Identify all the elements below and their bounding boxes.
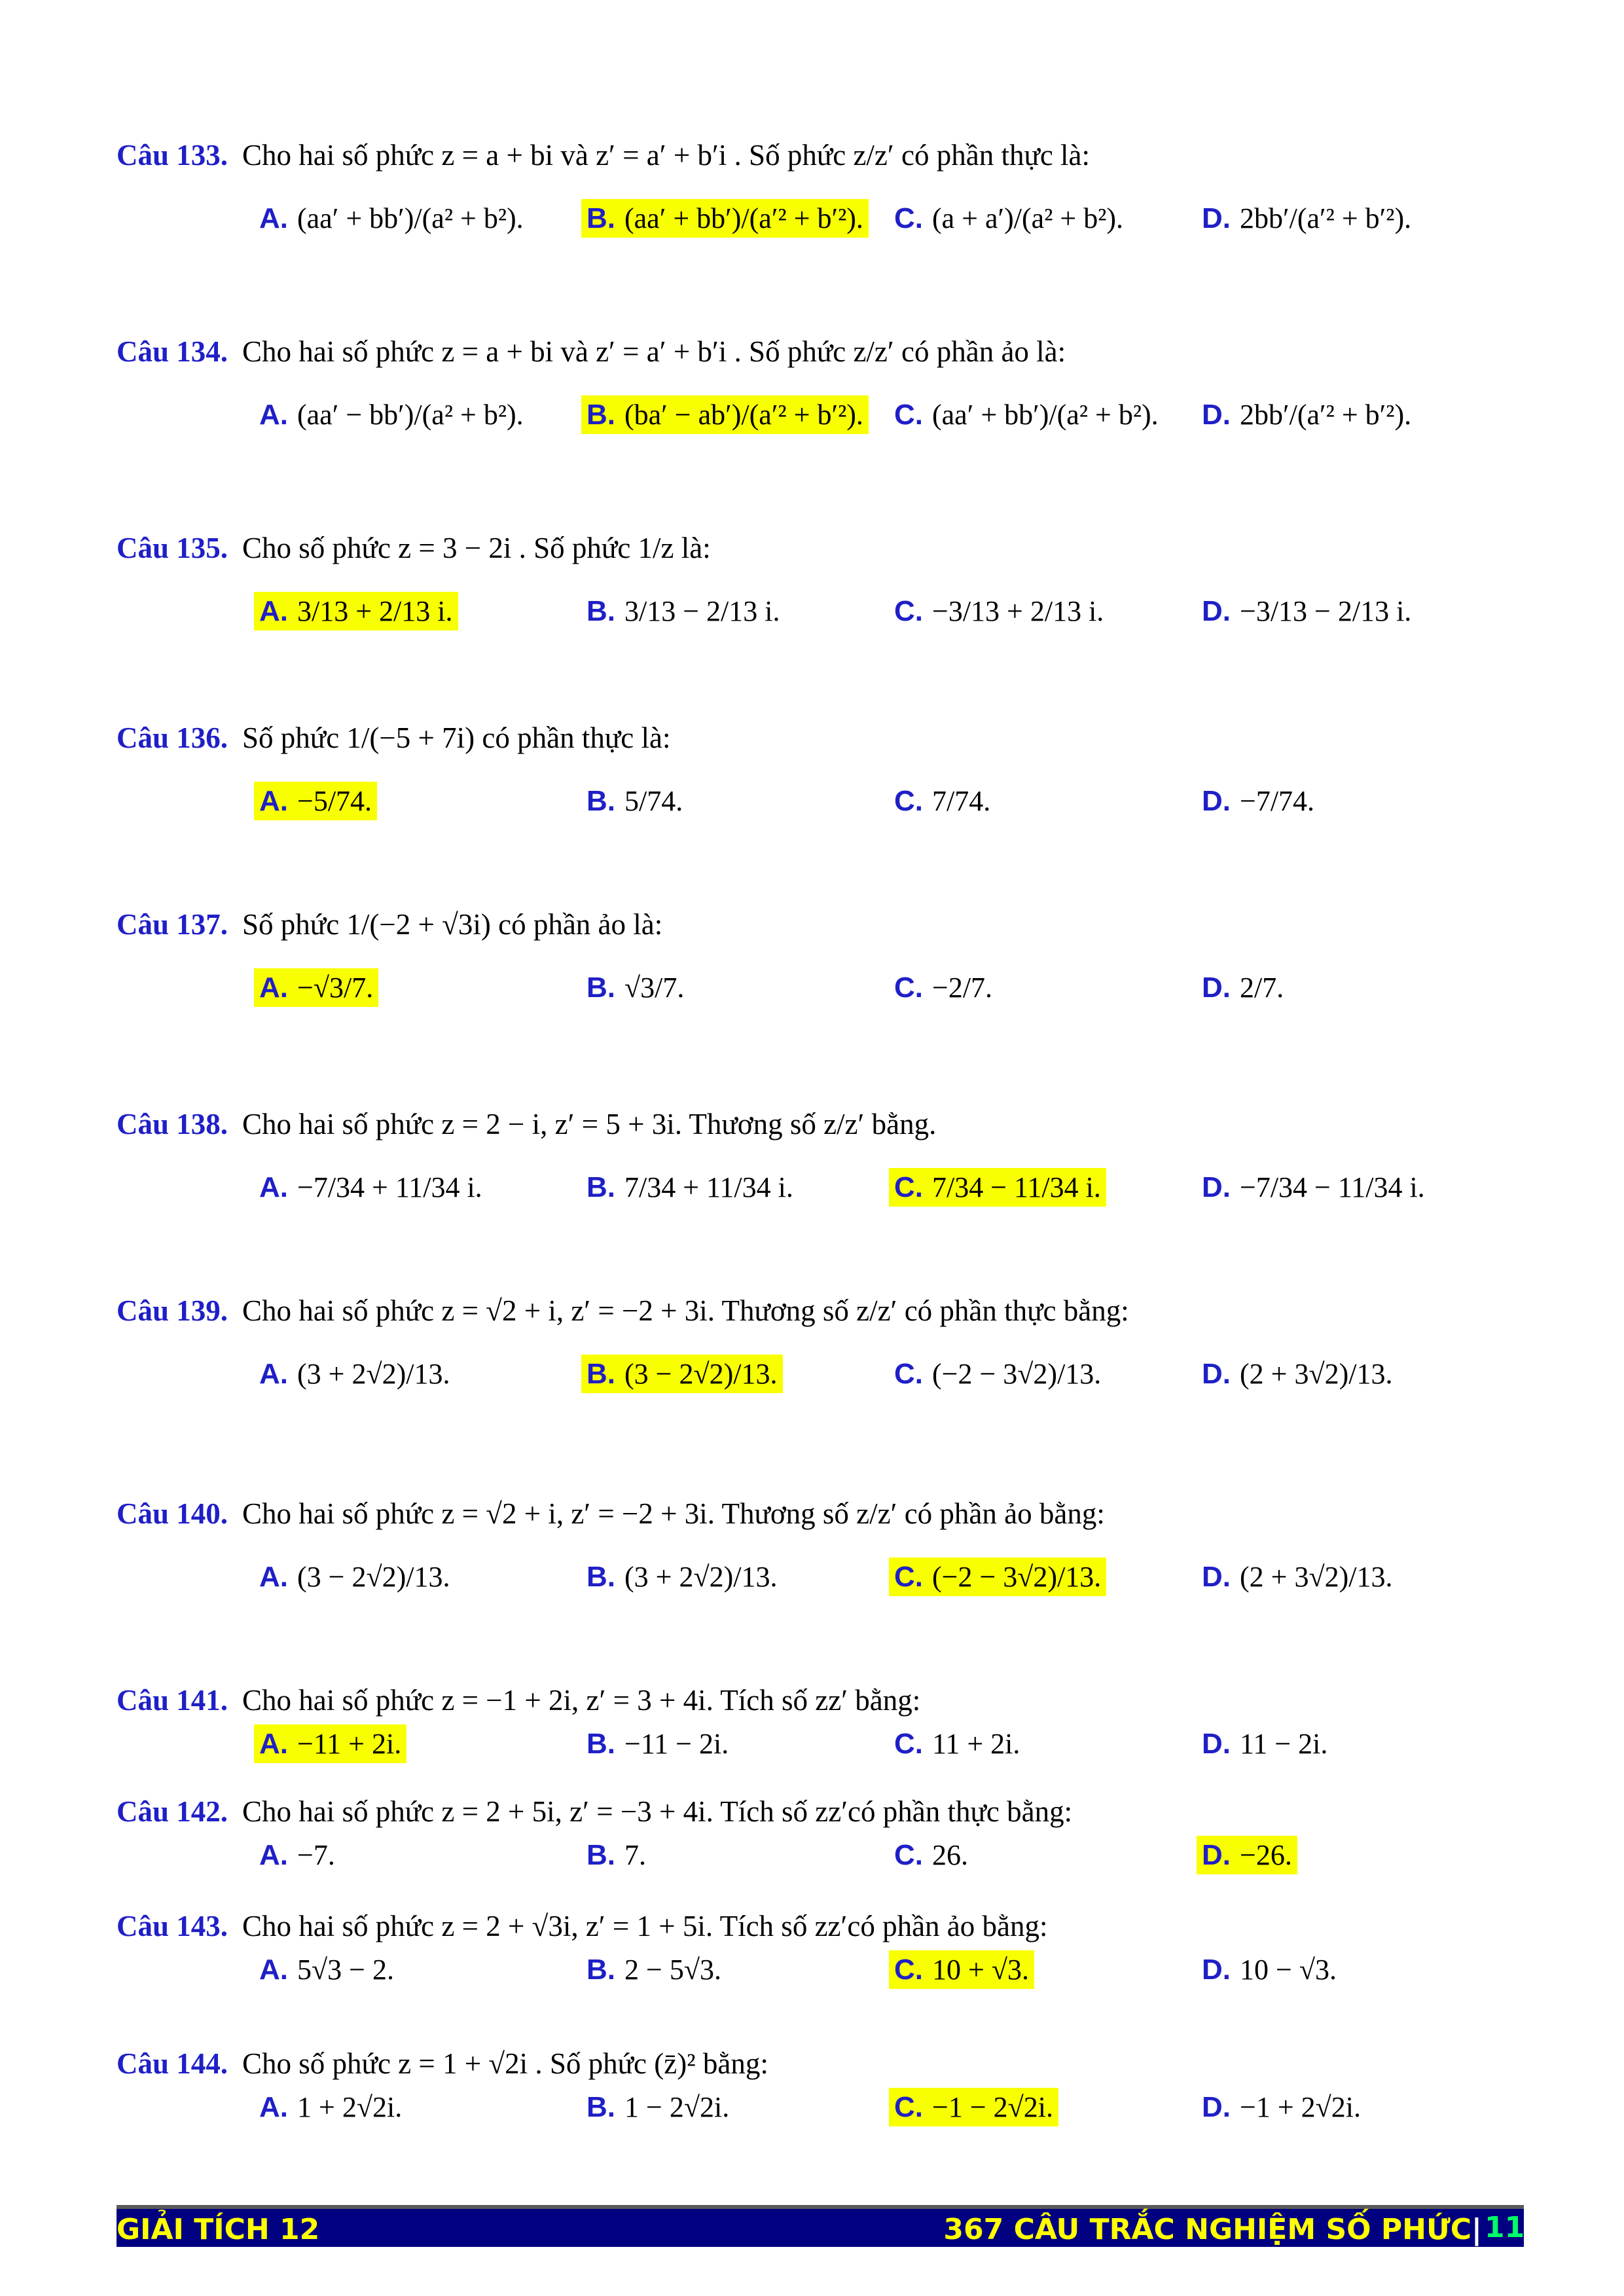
- option-text: 2 − 5√3.: [624, 1954, 721, 1986]
- option-label: C.: [894, 2090, 923, 2123]
- answer-row: [117, 572, 1524, 670]
- option-text: (ba′ − ab′)/(a′² + b′²).: [624, 399, 863, 431]
- answer-option-b[interactable]: [581, 592, 785, 630]
- option-label: C.: [894, 398, 923, 431]
- question-137: [117, 900, 1524, 1047]
- answer-option-a[interactable]: [254, 1168, 488, 1207]
- answer-option-d[interactable]: [1197, 1724, 1333, 1763]
- answer-option-c[interactable]: [889, 1168, 1106, 1207]
- option-text: 11 + 2i.: [932, 1728, 1020, 1760]
- option-label: C.: [894, 971, 923, 1004]
- option-text: (−2 − 3√2)/13.: [932, 1561, 1102, 1593]
- answer-option-b[interactable]: [581, 968, 689, 1007]
- answer-option-b[interactable]: [581, 199, 869, 238]
- option-label: C.: [894, 1953, 923, 1986]
- answer-row: [117, 1335, 1524, 1433]
- question-number: Câu 138.: [117, 1108, 228, 1140]
- option-text: 7/74.: [932, 785, 991, 817]
- option-text: (−2 − 3√2)/13.: [932, 1358, 1102, 1390]
- option-label: A.: [259, 1838, 288, 1871]
- option-text: (aa′ + bb′)/(a² + b²).: [297, 202, 524, 234]
- option-label: A.: [259, 1560, 288, 1593]
- footer-left-title: GIẢI TÍCH 12: [117, 2213, 320, 2246]
- option-label: B.: [586, 594, 615, 627]
- option-label: B.: [586, 1838, 615, 1871]
- answer-option-c[interactable]: [889, 1724, 1025, 1763]
- question-text: Cho hai số phức z = √2 + i, z′ = −2 + 3i. Thương số z/z′ có phần ảo bằng:: [242, 1497, 1105, 1530]
- answer-option-d[interactable]: [1197, 2088, 1366, 2126]
- option-text: (3 − 2√2)/13.: [624, 1358, 778, 1390]
- option-label: A.: [259, 594, 288, 627]
- answer-row: [117, 2088, 1524, 2150]
- question-number: Câu 143.: [117, 1910, 228, 1942]
- question-number: Câu 137.: [117, 908, 228, 941]
- option-label: B.: [586, 202, 615, 234]
- option-label: A.: [259, 971, 288, 1004]
- option-text: (aa′ + bb′)/(a² + b²).: [932, 399, 1159, 431]
- question-stem-line: [117, 900, 1524, 949]
- answer-row: [117, 1538, 1524, 1636]
- answer-option-a[interactable]: [254, 592, 458, 630]
- answer-option-b[interactable]: [581, 1724, 734, 1763]
- answer-option-d[interactable]: [1197, 592, 1416, 630]
- answer-option-b[interactable]: [581, 1836, 651, 1874]
- answer-option-a[interactable]: [254, 395, 529, 434]
- answer-option-d[interactable]: [1197, 1950, 1342, 1989]
- option-text: 7/34 + 11/34 i.: [624, 1171, 793, 1203]
- question-text: Cho số phức z = 1 + √2i . Số phức (z̄)² bằng:: [242, 2047, 768, 2080]
- answer-option-c[interactable]: [889, 2088, 1058, 2126]
- answer-option-a[interactable]: [254, 782, 377, 820]
- answer-option-c[interactable]: [889, 1836, 973, 1874]
- answer-option-a[interactable]: [254, 1724, 406, 1763]
- option-label: D.: [1202, 2090, 1231, 2123]
- option-text: 2bb′/(a′² + b′²).: [1240, 399, 1412, 431]
- answer-option-c[interactable]: [889, 1558, 1106, 1596]
- answer-option-d[interactable]: [1197, 395, 1416, 434]
- question-text: Số phức 1/(−2 + √3i) có phần ảo là:: [242, 908, 663, 941]
- question-138: [117, 1100, 1524, 1247]
- option-label: C.: [894, 594, 923, 627]
- option-label: A.: [259, 1171, 288, 1203]
- question-number: Câu 136.: [117, 721, 228, 754]
- question-stem-line: [117, 524, 1524, 572]
- question-text: Cho hai số phức z = 2 + 5i, z′ = −3 + 4i. Tích số zz′có phần thực bằng:: [242, 1795, 1073, 1828]
- answer-option-d[interactable]: [1197, 968, 1289, 1007]
- question-text: Cho hai số phức z = a + bi và z′ = a′ + b′i . Số phức z/z′ có phần thực là:: [242, 139, 1091, 172]
- question-144: [117, 2039, 1524, 2150]
- option-label: B.: [586, 1357, 615, 1390]
- option-label: D.: [1202, 784, 1231, 817]
- answer-option-d[interactable]: [1197, 1558, 1398, 1596]
- page-number: 11: [1485, 2209, 1524, 2247]
- answer-option-c[interactable]: [889, 968, 998, 1007]
- answer-option-b[interactable]: [581, 782, 688, 820]
- option-text: −26.: [1240, 1839, 1292, 1871]
- option-label: C.: [894, 1357, 923, 1390]
- answer-option-c[interactable]: [889, 395, 1164, 434]
- option-text: 10 − √3.: [1240, 1954, 1337, 1986]
- footer-right-title: 367 CÂU TRẮC NGHIỆM SỐ PHỨC: [943, 2213, 1471, 2246]
- answer-row: [117, 1950, 1524, 2013]
- question-number: Câu 133.: [117, 139, 228, 172]
- answer-row: [117, 179, 1524, 278]
- option-text: −11 + 2i.: [297, 1728, 402, 1760]
- question-140: [117, 1489, 1524, 1636]
- answer-option-d[interactable]: [1197, 1836, 1297, 1874]
- option-label: A.: [259, 1727, 288, 1760]
- footer-separator: |: [1471, 2213, 1482, 2246]
- question-stem-line: [117, 327, 1524, 376]
- answer-option-b[interactable]: [581, 395, 869, 434]
- question-stem-line: [117, 1676, 1524, 1724]
- answer-option-c[interactable]: [889, 1950, 1034, 1989]
- question-number: Câu 141.: [117, 1684, 228, 1717]
- question-141: [117, 1676, 1524, 1787]
- answer-row: [117, 376, 1524, 474]
- option-text: 3/13 + 2/13 i.: [297, 595, 453, 627]
- option-text: (3 − 2√2)/13.: [297, 1561, 450, 1593]
- option-text: (aa′ − bb′)/(a² + b²).: [297, 399, 524, 431]
- option-text: 1 − 2√2i.: [624, 2091, 730, 2123]
- option-label: B.: [586, 1953, 615, 1986]
- answer-option-a[interactable]: [254, 1558, 456, 1596]
- answer-option-a[interactable]: [254, 199, 529, 238]
- question-text: Cho hai số phức z = −1 + 2i, z′ = 3 + 4i. Tích số zz′ bằng:: [242, 1684, 921, 1717]
- option-label: D.: [1202, 398, 1231, 431]
- option-label: D.: [1202, 1171, 1231, 1203]
- option-label: D.: [1202, 1953, 1231, 1986]
- option-text: −√3/7.: [297, 972, 374, 1004]
- option-text: −7.: [297, 1839, 335, 1871]
- option-label: B.: [586, 784, 615, 817]
- option-text: 11 − 2i.: [1240, 1728, 1328, 1760]
- answer-option-d[interactable]: [1197, 1168, 1430, 1207]
- answer-row: [117, 1836, 1524, 1898]
- option-text: (2 + 3√2)/13.: [1240, 1358, 1393, 1390]
- option-text: (2 + 3√2)/13.: [1240, 1561, 1393, 1593]
- option-label: C.: [894, 784, 923, 817]
- answer-option-a[interactable]: [254, 968, 378, 1007]
- option-text: (aa′ + bb′)/(a′² + b′²).: [624, 202, 863, 234]
- question-136: [117, 714, 1524, 860]
- option-label: A.: [259, 1953, 288, 1986]
- option-text: −3/13 + 2/13 i.: [932, 595, 1104, 627]
- option-label: D.: [1202, 1727, 1231, 1760]
- option-label: A.: [259, 2090, 288, 2123]
- option-text: 2bb′/(a′² + b′²).: [1240, 202, 1412, 234]
- question-number: Câu 134.: [117, 335, 228, 368]
- answer-option-a[interactable]: [254, 1355, 456, 1393]
- answer-option-b[interactable]: [581, 1168, 799, 1207]
- option-label: B.: [586, 1560, 615, 1593]
- option-text: −7/34 + 11/34 i.: [297, 1171, 482, 1203]
- option-label: B.: [586, 971, 615, 1004]
- option-label: A.: [259, 202, 288, 234]
- answer-option-c[interactable]: [889, 1355, 1106, 1393]
- footer-bar: [117, 2205, 1524, 2247]
- option-label: A.: [259, 1357, 288, 1390]
- option-label: B.: [586, 398, 615, 431]
- question-number: Câu 142.: [117, 1795, 228, 1828]
- question-135: [117, 524, 1524, 670]
- question-text: Cho số phức z = 3 − 2i . Số phức 1/z là:: [242, 532, 711, 564]
- option-label: C.: [894, 1560, 923, 1593]
- question-text: Cho hai số phức z = 2 − i, z′ = 5 + 3i. Thương số z/z′ bằng.: [242, 1108, 937, 1140]
- answer-option-d[interactable]: [1197, 782, 1320, 820]
- option-label: B.: [586, 1171, 615, 1203]
- option-label: B.: [586, 2090, 615, 2123]
- question-text: Cho hai số phức z = 2 + √3i, z′ = 1 + 5i. Tích số zz′có phần ảo bằng:: [242, 1910, 1048, 1942]
- question-stem-line: [117, 131, 1524, 179]
- option-text: 5/74.: [624, 785, 683, 817]
- option-text: 10 + √3.: [932, 1954, 1029, 1986]
- option-text: √3/7.: [624, 972, 685, 1004]
- question-stem-line: [117, 1787, 1524, 1836]
- option-text: −3/13 − 2/13 i.: [1240, 595, 1412, 627]
- option-label: B.: [586, 1727, 615, 1760]
- answer-row: [117, 1724, 1524, 1787]
- question-number: Câu 139.: [117, 1294, 228, 1327]
- answer-option-a[interactable]: [254, 2088, 407, 2126]
- option-text: 7.: [624, 1839, 646, 1871]
- option-text: 26.: [932, 1839, 968, 1871]
- option-label: C.: [894, 1171, 923, 1203]
- option-label: A.: [259, 398, 288, 431]
- question-142: [117, 1787, 1524, 1898]
- answer-option-d[interactable]: [1197, 1355, 1398, 1393]
- option-text: −1 − 2√2i.: [932, 2091, 1054, 2123]
- question-number: Câu 135.: [117, 532, 228, 564]
- option-label: D.: [1202, 1357, 1231, 1390]
- option-label: D.: [1202, 971, 1231, 1004]
- answer-option-c[interactable]: [889, 782, 996, 820]
- question-143: [117, 1902, 1524, 2013]
- question-stem-line: [117, 1902, 1524, 1950]
- option-text: −7/34 − 11/34 i.: [1240, 1171, 1425, 1203]
- option-text: (3 + 2√2)/13.: [624, 1561, 778, 1593]
- option-label: A.: [259, 784, 288, 817]
- question-text: Số phức 1/(−5 + 7i) có phần thực là:: [242, 721, 671, 754]
- option-text: −2/7.: [932, 972, 993, 1004]
- option-text: −11 − 2i.: [624, 1728, 729, 1760]
- question-number: Câu 140.: [117, 1497, 228, 1530]
- option-text: 3/13 − 2/13 i.: [624, 595, 780, 627]
- option-label: C.: [894, 1727, 923, 1760]
- option-text: 7/34 − 11/34 i.: [932, 1171, 1101, 1203]
- answer-option-b[interactable]: [581, 2088, 734, 2126]
- option-text: (a + a′)/(a² + b²).: [932, 202, 1124, 234]
- answer-option-b[interactable]: [581, 1558, 783, 1596]
- option-text: −5/74.: [297, 785, 372, 817]
- question-stem-line: [117, 1100, 1524, 1148]
- option-text: −7/74.: [1240, 785, 1315, 817]
- option-label: C.: [894, 202, 923, 234]
- option-text: 5√3 − 2.: [297, 1954, 394, 1986]
- option-text: 2/7.: [1240, 972, 1284, 1004]
- option-label: D.: [1202, 1560, 1231, 1593]
- question-133: [117, 131, 1524, 278]
- answer-row: [117, 1148, 1524, 1247]
- question-134: [117, 327, 1524, 474]
- option-label: C.: [894, 1838, 923, 1871]
- option-text: (3 + 2√2)/13.: [297, 1358, 450, 1390]
- answer-row: [117, 762, 1524, 860]
- option-label: D.: [1202, 202, 1231, 234]
- question-text: Cho hai số phức z = √2 + i, z′ = −2 + 3i. Thương số z/z′ có phần thực bằng:: [242, 1294, 1129, 1327]
- question-139: [117, 1286, 1524, 1433]
- answer-option-c[interactable]: [889, 592, 1109, 630]
- question-stem-line: [117, 1489, 1524, 1538]
- question-stem-line: [117, 2039, 1524, 2088]
- question-number: Câu 144.: [117, 2047, 228, 2080]
- option-text: −1 + 2√2i.: [1240, 2091, 1362, 2123]
- question-text: Cho hai số phức z = a + bi và z′ = a′ + b′i . Số phức z/z′ có phần ảo là:: [242, 335, 1066, 368]
- question-stem-line: [117, 1286, 1524, 1335]
- answer-option-a[interactable]: [254, 1836, 340, 1874]
- question-stem-line: [117, 714, 1524, 762]
- answer-option-b[interactable]: [581, 1950, 727, 1989]
- option-label: D.: [1202, 594, 1231, 627]
- option-text: 1 + 2√2i.: [297, 2091, 403, 2123]
- answer-option-a[interactable]: [254, 1950, 399, 1989]
- answer-option-c[interactable]: [889, 199, 1128, 238]
- answer-option-b[interactable]: [581, 1355, 783, 1393]
- answer-row: [117, 949, 1524, 1047]
- option-label: D.: [1202, 1838, 1231, 1871]
- answer-option-d[interactable]: [1197, 199, 1416, 238]
